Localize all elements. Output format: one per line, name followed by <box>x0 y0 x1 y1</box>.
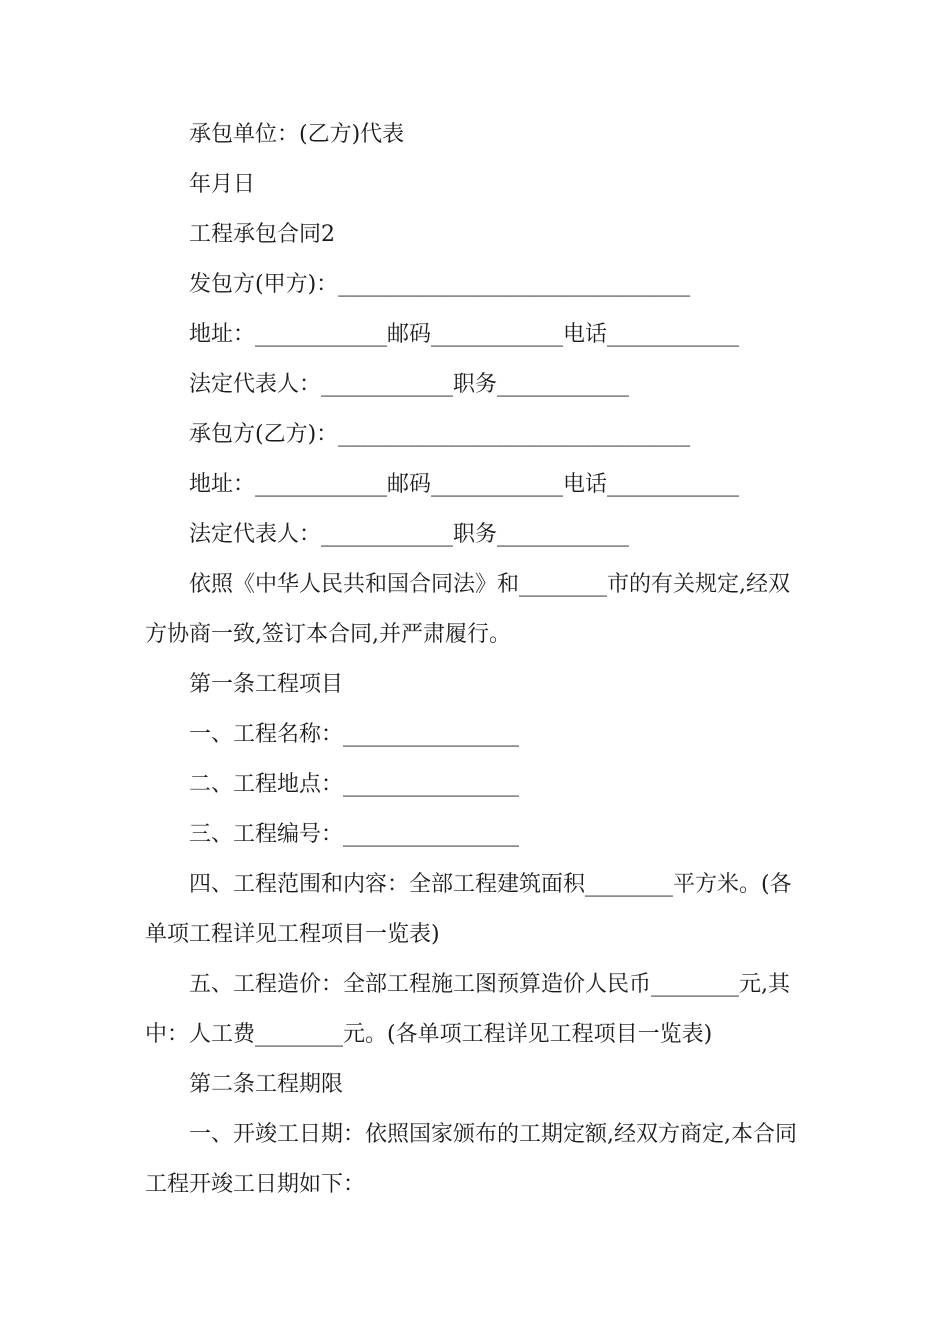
paragraph-legal-basis: 依照《中华人民共和国合同法》和________市的有关规定,经双方协商一致,签订本合同,并严肃履行。 <box>145 572 790 647</box>
paragraph-contract-title: 工程承包合同2 <box>189 222 335 247</box>
paragraph-project-location: 二、工程地点：________________ <box>189 772 520 797</box>
paragraph-party-b-legal-rep: 法定代表人：____________职务____________ <box>189 522 630 547</box>
paragraph-party-a-legal-rep: 法定代表人：____________职务____________ <box>189 372 630 397</box>
paragraph-party-b-address: 地址：____________邮码____________电话____________ <box>189 472 740 497</box>
heading-article-1: 第一条工程项目 <box>189 672 344 697</box>
paragraph-project-cost: 五、工程造价：全部工程施工图预算造价人民币________元,其中：人工费________元。(各单项工程详见工程项目一览表) <box>145 972 790 1047</box>
paragraph-party-a-address: 地址：____________邮码____________电话____________ <box>189 322 740 347</box>
paragraph-project-number: 三、工程编号：________________ <box>189 822 520 847</box>
paragraph-project-name: 一、工程名称：________________ <box>189 722 520 747</box>
heading-article-2: 第二条工程期限 <box>189 1072 344 1097</box>
document-body <box>145 110 810 1210</box>
paragraph-party-b: 承包方(乙方)：________________________________ <box>189 422 691 447</box>
paragraph-date: 年月日 <box>189 172 256 197</box>
paragraph-contractor-representative: 承包单位：(乙方)代表 <box>189 122 405 147</box>
paragraph-project-scope: 四、工程范围和内容：全部工程建筑面积________平方米。(各单项工程详见工程项目一览表) <box>145 872 792 947</box>
paragraph-start-end-dates: 一、开竣工日期：依照国家颁布的工期定额,经双方商定,本合同工程开竣工日期如下： <box>145 1122 797 1197</box>
paragraph-party-a: 发包方(甲方)：________________________________ <box>189 272 691 297</box>
